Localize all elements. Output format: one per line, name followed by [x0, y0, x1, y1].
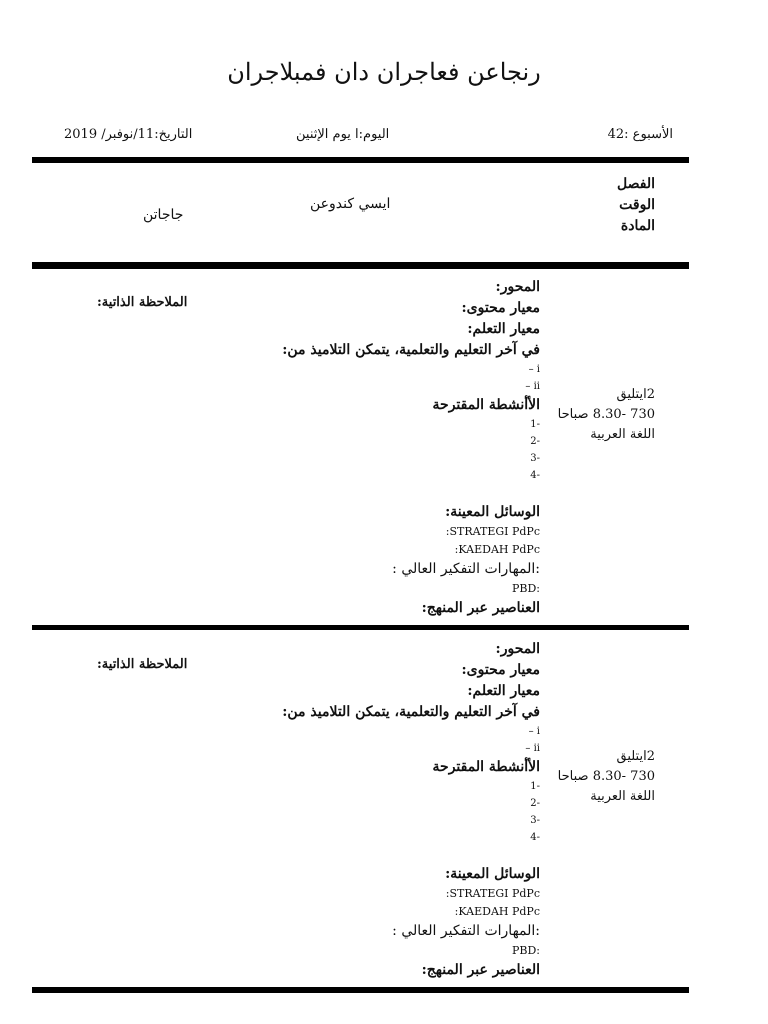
- lesson-section-2: [0, 639, 768, 999]
- activity-item: -2: [530, 798, 540, 809]
- method-label: KAEDAH PdPc:: [454, 543, 540, 556]
- objective-item: i –: [528, 364, 540, 375]
- divider-top: [32, 157, 689, 163]
- activities-label: الأأنشطة المقترحة: [432, 759, 540, 775]
- learning-standard-label: معيار التعلم:: [467, 321, 540, 337]
- subject-value: اللغة العربية: [590, 427, 655, 442]
- teaching-aids-label: الوسائل المعينة:: [445, 866, 540, 882]
- activity-item: -1: [530, 419, 540, 430]
- lesson-details: [282, 639, 540, 981]
- time-value: 730 -8.30 صباحا: [557, 407, 655, 422]
- pbd-label: :PBD: [511, 944, 540, 957]
- axis-label: المحور:: [495, 279, 540, 295]
- objective-intro: في آخر التعليم والتعلمية، يتمكن التلاميذ من:: [282, 342, 540, 358]
- row-labels: [617, 174, 655, 237]
- objective-item: i –: [528, 726, 540, 737]
- class-value: 2ايتليق: [616, 387, 655, 402]
- activity-item: -3: [530, 815, 540, 826]
- strategy-label: STRATEGI PdPc:: [445, 887, 540, 900]
- teaching-aids-label: الوسائل المعينة:: [445, 504, 540, 520]
- strategy-label: STRATEGI PdPc:: [445, 525, 540, 538]
- class-label: الفصل: [617, 176, 655, 192]
- pbd-label: :PBD: [511, 582, 540, 595]
- objective-item: ii –: [525, 381, 540, 392]
- divider-section: [32, 625, 689, 630]
- divider-header: [32, 262, 689, 269]
- divider-bottom: [32, 987, 689, 993]
- date-field: التاريخ:11/نوفبر/ 2019: [64, 127, 193, 142]
- subject-value: اللغة العربية: [590, 789, 655, 804]
- activity-item: -4: [530, 832, 540, 843]
- time-value: 730 -8.30 صباحا: [557, 769, 655, 784]
- week-number: الأسبوع :42: [607, 127, 673, 142]
- axis-label: المحور:: [495, 641, 540, 657]
- teacher-name: ايسي كندوعن: [310, 196, 391, 212]
- learning-standard-label: معيار التعلم:: [467, 683, 540, 699]
- cross-curricular-label: العناصير عبر المنهج:: [421, 600, 540, 616]
- class-time-block: [558, 747, 655, 807]
- day-field: اليوم:ا يوم الإثنين: [296, 127, 390, 142]
- lesson-details: [282, 277, 540, 619]
- lesson-section-1: [0, 277, 768, 637]
- content-standard-label: معيار محتوى:: [461, 662, 540, 678]
- page-title: رنجاعن فعاجران دان فمبلاجران: [227, 58, 541, 86]
- subject-label: المادة: [620, 218, 655, 234]
- activities-label: الأأنشطة المقترحة: [432, 397, 540, 413]
- activity-item: -2: [530, 436, 540, 447]
- content-standard-label: معيار محتوى:: [461, 300, 540, 316]
- subject-name: جاجاتن: [143, 207, 184, 223]
- activity-item: -3: [530, 453, 540, 464]
- activity-item: -1: [530, 781, 540, 792]
- self-reflection-label: الملاحظة الذاتية:: [97, 295, 188, 310]
- hots-label: :المهارات التفكير العالي :: [392, 923, 540, 939]
- time-label: الوقت: [619, 197, 655, 213]
- class-time-block: [558, 385, 655, 445]
- objective-intro: في آخر التعليم والتعلمية، يتمكن التلاميذ من:: [282, 704, 540, 720]
- activity-item: -4: [530, 470, 540, 481]
- objective-item: ii –: [525, 743, 540, 754]
- cross-curricular-label: العناصير عبر المنهج:: [421, 962, 540, 978]
- self-reflection-label: الملاحظة الذاتية:: [97, 657, 188, 672]
- hots-label: :المهارات التفكير العالي :: [392, 561, 540, 577]
- class-value: 2ايتليق: [616, 749, 655, 764]
- method-label: KAEDAH PdPc:: [454, 905, 540, 918]
